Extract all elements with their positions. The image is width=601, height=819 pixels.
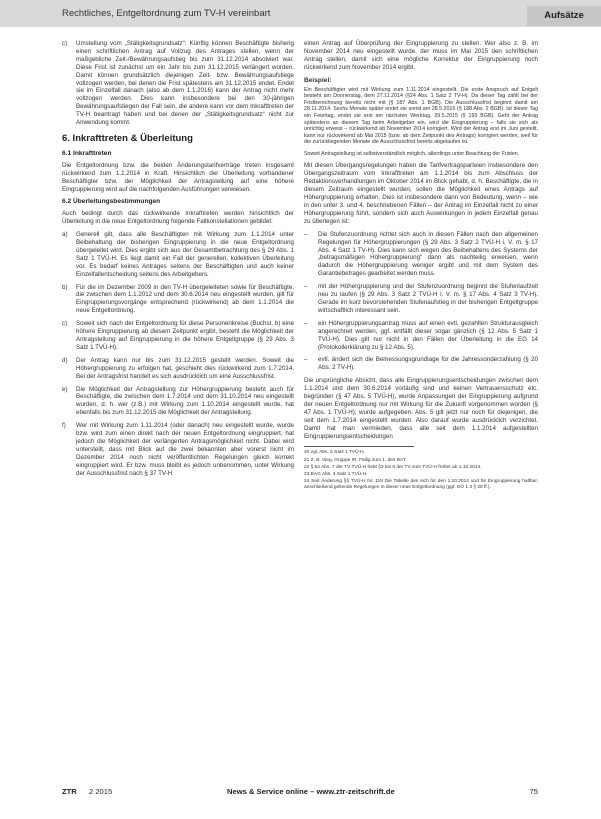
paragraph-ueberleitung: Auch bedingt durch das rückwirkende Inkrafttreten werden hinsichtlich der Überleitung in die neue Entgeltordnung folgende Fallkonstellationen gebildet: — [62, 210, 294, 226]
journal-logo: ZTR — [62, 787, 77, 796]
bullet-dash: – — [304, 356, 308, 364]
list-text: Umstellung vom „Stätigkeitsgrundsatz“: Künftig können Beschäftigte bisherig einen schriftlichen Antrag auf Vollzug des Antrages stellen, wenn der maßgebliche Zeit-/Bewährungsaufstieg bis zum 31.12.2014 absolviert war. Diese Frist ist zunächst um ein Jahr bis zum 31.12.2015 verlängert worden. Damit können grundsätzlich diejenigen Zeit- bzw. Bewährungsaufstiege vollzogen werden, bei denen die Frist spätestens am 31.12.2015 endet. Endet sie im Einzelfall danach (also ab dem 1.1.2016) kann der Antrag nicht mehr vollzogen werden. Dies kann insbesondere bei den 30-jährigen Bewährungsaufstiegen der Fall sein, die andere kann vor dem Inkrafttreten der TV-H beantragt haben und bei denen der „Stätigkeitsgrundsatz“ nicht zur Anwendung kommt. — [76, 40, 294, 127]
page-number: 75 — [529, 787, 538, 796]
bullet-item — [304, 356, 538, 372]
left-column — [62, 40, 294, 483]
list-item — [62, 422, 294, 477]
example-text: Ein Beschäftigter wird mit Wirkung zum 1.11.2014 eingestellt. Die erste Anspruch auf Entgelt besteht am Donnerstag, dem 27.11.2014 (§24 Abs. 1 Satz 2 TV-H). Da dieser Tag zählt bei der Fristberechnung bereits nicht mit (§ 187 Abs. 1 BGB). Die Ausschlussfrist beginnt damit am 28.11.2014. Sechs Monate später endet sie somit am 28.5.2015 (§ 188 Abs. 2 BGB). Ist dieser Tag ein Feiertag, endet sie erst am nächsten Werktag, 29.5.2015 (§ 193 BGB). Geht der Antrag spätestens an diesem Tag beim Arbeitgeber ein, wird die Eingruppierung – falls sie sich als unrichtig erweist – rückwirkend ab November 2014 korrigiert. Wird der Antrag erst im Juni gestellt, kann nur rückwirkend ab Mai 2015 (bzw. ab dem Zeitpunkt des Antrags) korrigiert werden, weil für die zurückliegenden Monate die Ausschlussfrist bereits abgelaufen ist. — [304, 86, 538, 146]
bullet-text: ein Höhergruppierungsantrag muss auf einen evtl. gezahlten Strukturausgleich angerechnet werden, ggf. entfällt dieser sogar gänzlich (§ 12 Abs. 5 Satz 1 TVÜ-H). Dies gilt nur nicht in den Fällen der Überleitung in die EG 14 (Protokollerklärung zu § 12 Abs. 5). — [318, 319, 538, 351]
paragraph-transition: Mit diesen Übergangsregelungen haben die Tarifvertragsparteien insbesondere den Übergangszeitraum vom Inkrafttreten am 1.1.2014 bis zum Abschluss der Redaktionsverhandlungen im Oktober 2014 im Blick gehabt, d. h. Beschäftigte, die in diesem Zeitraum eingestellt wurden, sollen die Möglichkeit eines Antrags auf Höhergruppierung erhalten. Dies ist insbesondere dann von Bedeutung, wenn – wie in den unter 3. und 4. beschriebenen Fällen – der Antrag im Einzelfall nicht zu einer Höhergruppierung führt, sondern sich auch Auswirkungen in jedem Einzelfall genau zu überlegen ist: — [304, 162, 538, 225]
running-header-title: Rechtliches, Entgeltordnung zum TV-H vereinbart — [62, 8, 271, 19]
footnote: 23 BAG Abs. 4 Satz 1 TVÜ-H. — [304, 472, 368, 478]
list-text: Die Möglichkeit der Antragstellung zur Höhergruppierung besteht auch für Beschäftigte, die zwischen dem 1.7.2014 und dem 31.10.2014 neu eingestellt wurden, d. h. wer (z.B.) mit Wirkung zum 1.10.2014 eingestellt wurde, hat ebenfalls bis zum 31.12.2015 die Möglichkeit der Antragstellung. — [76, 385, 294, 417]
footnote-divider — [304, 446, 414, 447]
running-header — [0, 0, 601, 27]
subsection-heading-6-1: 6.1 Inkrafttreten — [62, 149, 112, 157]
footnote: 24 Seit Änderung §§ TVÜ-H Nr. 118 Die Tabelle des sich für den 1.10.2014 und für Eingruppierung haltbar, anschließend geltende Regelungen in dieser neue Entgeltordnung (ggf. EO 1 3 § 28 ff.). — [304, 479, 538, 491]
list-marker: f) — [62, 422, 66, 430]
bullet-text: mit der Höhergruppierung und der Stufenzuordnung beginnt die Stufenlaufzeit neu zu laufen (§ 29 Abs. 3 Satz 2 TVÜ-H i. V. m. § 17 Abs. 4 Satz 3 TV-H). Gerade im kurz bevorstehenden Stufenaufstieg in der bisherigen Entgeltgruppe wirtschaftlich interessant sein. — [318, 283, 538, 314]
footnote: 20 vgl. Abs. 5 Satz 1 TVÜ-H. — [304, 450, 365, 456]
footnote: 22 § 52 Abs. 7 der TV TVÜ-H hebt §3 bis 5 der TV zum TVÜ-H früher ab 1.10.2014. — [304, 464, 482, 470]
bullet-item — [304, 320, 538, 352]
list-marker: c) — [62, 40, 68, 47]
list-item — [62, 320, 294, 352]
list-marker: a) — [62, 231, 68, 239]
list-text: Generell gilt, dass alle Beschäftigten mit Wirkung zum 1.1.2014 unter Beibehaltung der bisherigen Eingruppierung in die neue Entgeltordnung übergeleitet wird. Dies ergibt sich aus der Gesamtbetrachtung des § 29 Abs. 1 Satz 1 TVÜ-H. Es liegt damit ein Fall der generellen, kollektiven Überleitung vor. Es bedarf keines Antrages seitens der Beschäftigten und auch keiner Einzelfallentscheidung seitens des Arbeitgebers. — [76, 231, 294, 278]
bullet-dash: – — [304, 230, 308, 238]
bullet-item — [304, 283, 538, 315]
paragraph-continuation: einen Antrag auf Überprüfung der Eingruppierung zu stellen. Wer also z. B. im November 2014 neu eingestellt wurde, der muss im Mai 2015 den schriftlichen Antrag stellen, damit sich eine mögliche Korrektur der Eingruppierung noch rückwirkend zum November 2014 ergibt. — [304, 40, 538, 71]
list-text: Wer mit Wirkung zum 1.11.2014 (oder danach) neu eingestellt wurde, wurde bzw. wird zum einen direkt nach der neuen Entgeltordnung eingruppiert, hat jedoch die Möglichkeit der verlängerten Antragsmöglichkeit nicht. Dabei wird unterstellt, dass mit Blick auf die zwei bekannten aber vorerst nicht im Dezember 2014 noch nicht veröffentlichten Regelungen gleich korrekt eingruppiert wird. Er bzw. muss bleibt es jedoch unbenommen, unter Wirkung der Ausschlussfrist nach § 37 TV-H — [76, 422, 294, 477]
right-column — [304, 40, 538, 493]
footnote: 21 Z. B. Vieg, Gruppe IR. Fällig zum 1. des BAT. — [304, 457, 407, 463]
list-marker: d) — [62, 356, 68, 364]
list-text: Der Antrag kann nur bis zum 31.12.2015 gestellt werden. Soweit die Höhergruppierung zu erfolgen hat, geschieht dies rückwirkend zum 1.7.2014. Bei der Antragsfrist handelt es sich ausdrücklich um eine Ausschlussfrist. — [76, 356, 294, 380]
section-heading-6: 6. Inkrafttreten & Überleitung — [62, 132, 193, 144]
list-item — [62, 40, 294, 127]
list-item — [62, 284, 294, 316]
footer-website: News & Service online – www.ztr-zeitschrift.de — [227, 787, 395, 796]
bullet-item — [304, 231, 538, 278]
page-footer — [62, 787, 538, 799]
paragraph-inkrafttreten: Die Entgeltordnung bzw. die beiden Änderungstarifverträge treten insgesamt rückwirkend zum 1.1.2014 in Kraft. Hinsichtlich der Überleitung vorhandener Beschäftigter bzw. der Möglichkeit der Antragstellung auf eine höhere Eingruppierung wird auf die nachfolgenden Ausführungen verwiesen. — [62, 161, 294, 193]
issue-number: 2 2015 — [89, 787, 113, 796]
paragraph-intention: Die ursprüngliche Absicht, dass alle Eingruppierungsentscheidungen zwischen dem 1.1.2014 und dem 30.6.2014 vorläufig sind und keinen Vertrauensschutz etc. begründen (§ 47 Abs. 5 TVÜ-H), wurde Anpassungen der Eingruppierung aufgrund der neuen Entgeltordnung nur mit Wirkung für die Zukunft vorgenommen worden (§ 47 Abs. 1 TVÜ-H), wurde aufgegeben. Abs. 5 gilt jetzt nur noch für diejenigen, die seit dem 1.7.2014 eingestellt wurden. Also darauf wurde ausdrücklich verzichtet. Damit hat man vermieden, dass alle seit dem 1.1.2014 aufgestellten Eingruppierungsentscheidungen — [304, 377, 538, 440]
bullet-text: Die Stufenzuordnung richtet sich auch in diesen Fällen nach den allgemeinen Regelungen für Höhergruppierungen (§ 29 Abs. 3 Satz 2 TVÜ-H i. V. m. § 17 Abs. 4 Satz 1 TV-H). Dies kann sich wegen des Beibehaltens des Systems der „betragsmäßigen Höhergruppierung“ dann als nachteilig erweisen, wenn dadurch die Höhergruppierung weniger ergibt und mit dem System des Garantiebetrages gearbeitet werden muss. — [318, 230, 538, 278]
list-text: Soweit sich nach der Entgeltordnung für diese Personenkreise (Buchst. b) eine höhere Eingruppierung ab diesem Zeitpunkt ergibt, besteht die Möglichkeit der Antragstellung auf Eingruppierung in die höhere Entgeltgruppe (§ 29 Abs. 3 Satz 1 TVÜ-H). — [76, 320, 294, 351]
bullet-dash: – — [304, 319, 308, 327]
list-text: Für die im Dezember 2009 in den TV-H übergeleiteten sowie für Beschäftigte, die zwischen dem 1.1.2012 und dem 30.6.2014 neu eingestellt wurden, gilt für Eingruppierungsvorgänge entsprechend (rückwirkend) ab dem 1.1.2014 die neue Entgeltordnung. — [76, 283, 294, 315]
note-text: Soweit Antragstellung ist selbstverständlich möglich, allerdings unter Beachtung der Fristen. — [304, 150, 520, 157]
list-item — [62, 386, 294, 418]
list-marker: e) — [62, 385, 68, 393]
bullet-dash: – — [304, 283, 308, 291]
list-item — [62, 231, 294, 278]
list-marker: b) — [62, 283, 68, 291]
list-item — [62, 357, 294, 381]
section-tab: Aufsätze — [527, 6, 601, 26]
list-marker: c) — [62, 320, 68, 328]
subsection-heading-6-2: 6.2 Überleitungsbestimmungen — [62, 198, 161, 206]
example-label: Beispiel: — [304, 76, 332, 84]
bullet-text: evtl. ändert sich die Bemessungsgrundlage für die Jahressonderzahlung (§ 20 Abs. 2 TV-H). — [318, 356, 538, 372]
